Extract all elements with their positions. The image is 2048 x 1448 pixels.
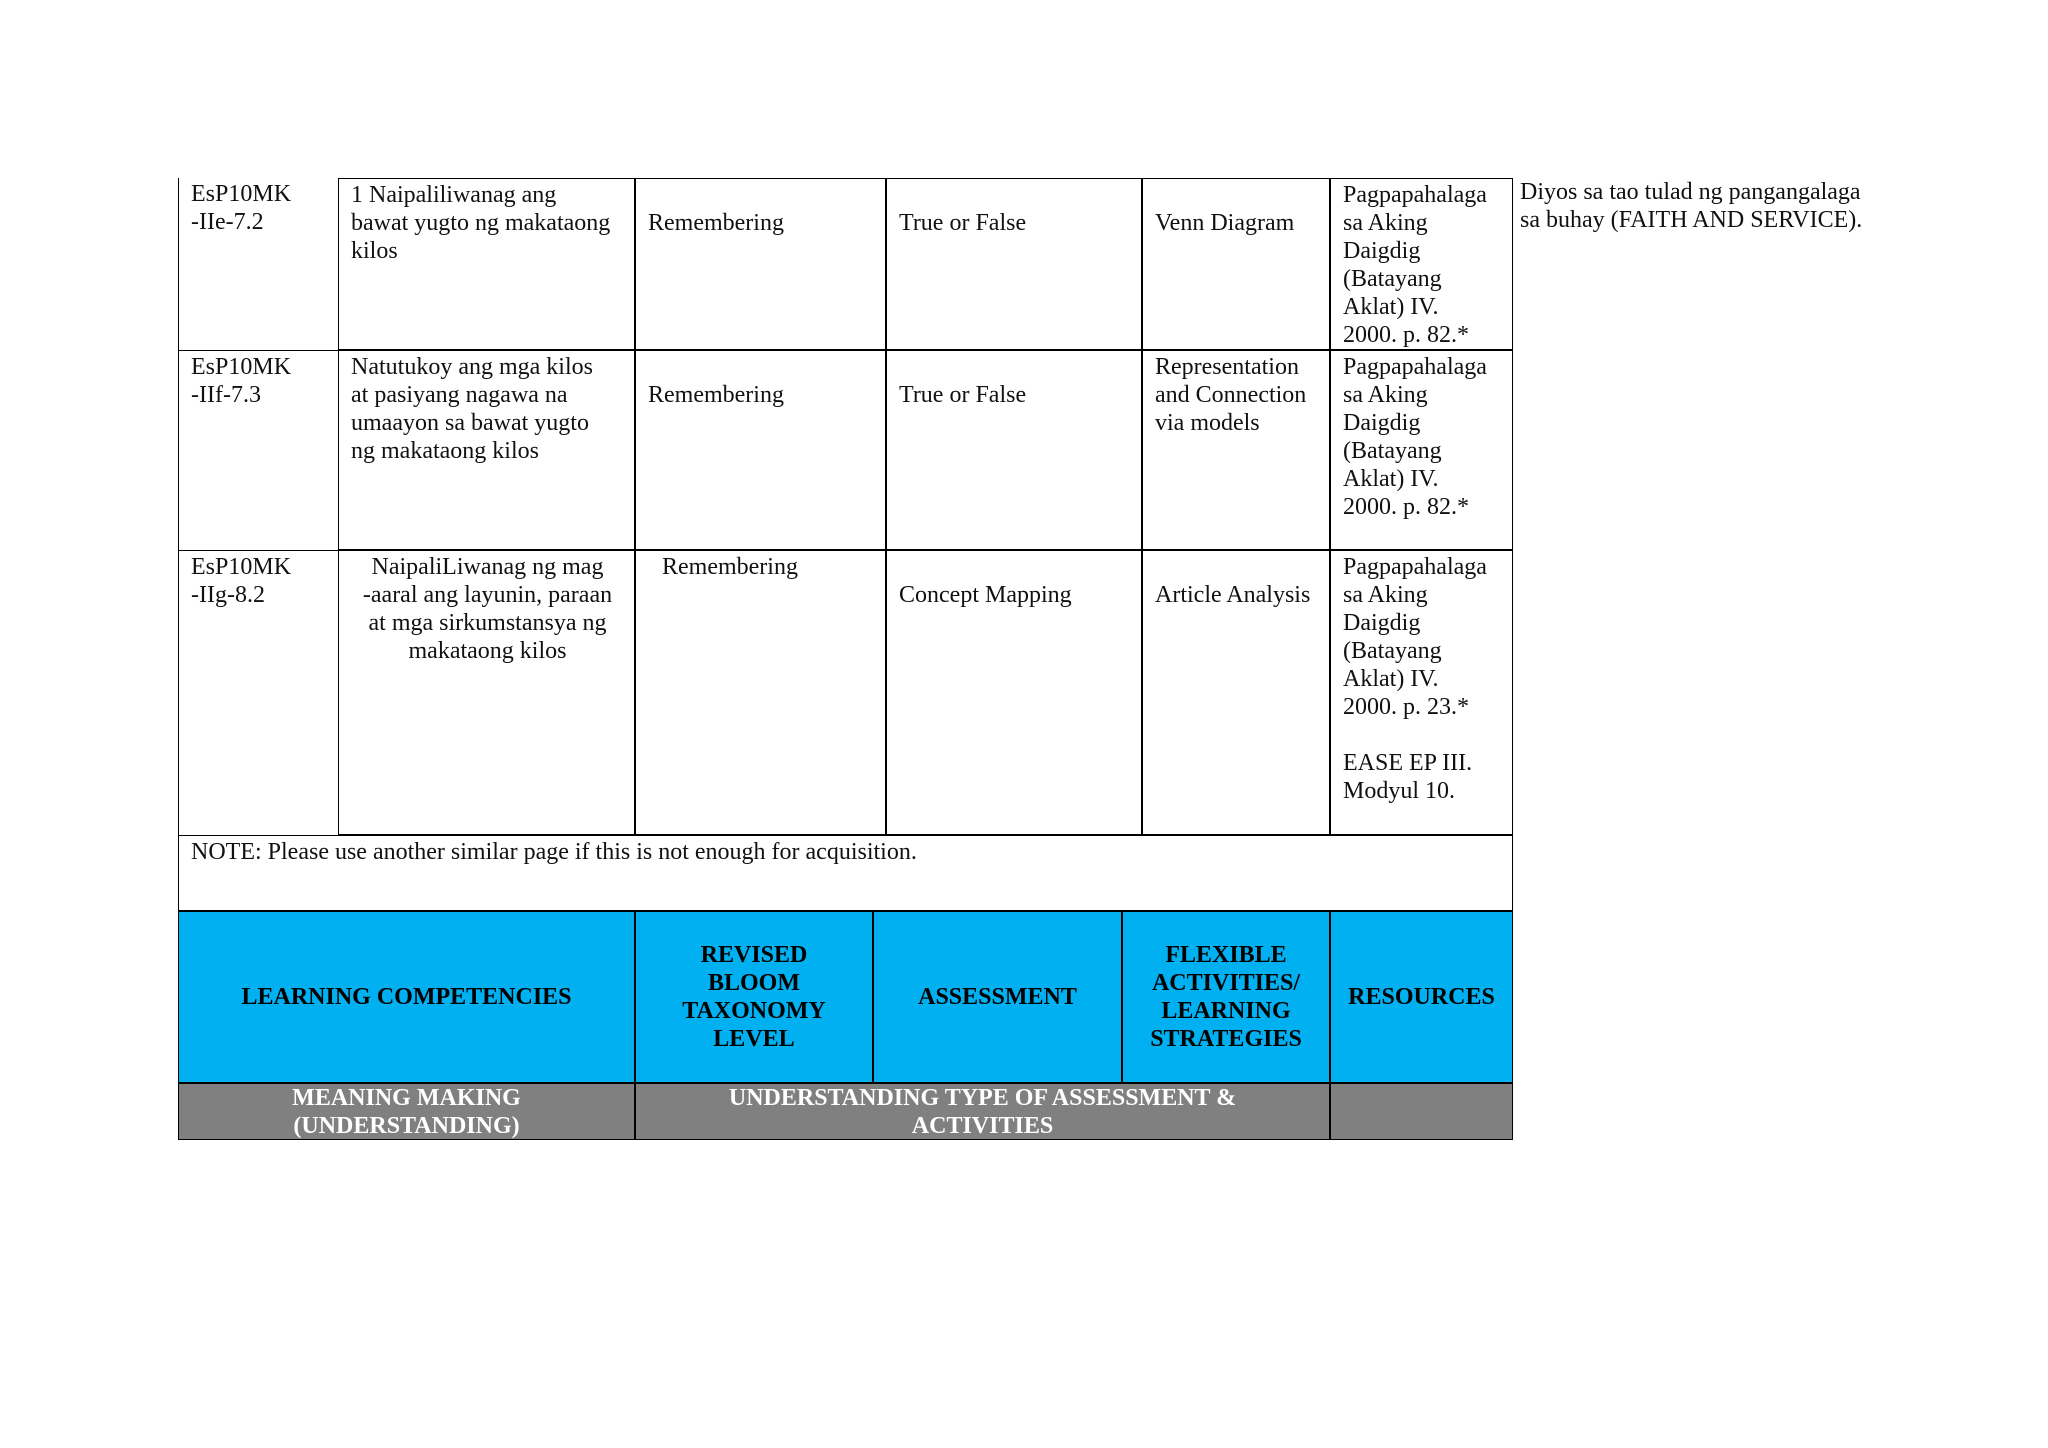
row2-resources: Pagpapahalaga sa Aking Daigdig (Batayang Aklat) IV. 2000. p. 82.* (1330, 350, 1513, 550)
header-activities: FLEXIBLE ACTIVITIES/ LEARNING STRATEGIES (1122, 911, 1330, 1083)
header-learning-competencies: LEARNING COMPETENCIES (178, 911, 635, 1083)
header-assessment: ASSESSMENT (873, 911, 1122, 1083)
row1-assessment: True or False (886, 178, 1142, 350)
row3-competency: NaipaliLiwanag ng mag -aaral ang layunin, paraan at mga sirkumstansya ng makataong kilos (338, 550, 635, 835)
row3-code: EsP10MK -IIg-8.2 (178, 550, 338, 835)
subheader-blank (1330, 1083, 1513, 1140)
row3-activity: Article Analysis (1142, 550, 1330, 835)
row3-bloom: Remembering (635, 550, 886, 835)
row1-activity: Venn Diagram (1142, 178, 1330, 350)
row2-activity: Representation and Connection via models (1142, 350, 1330, 550)
header-resources: RESOURCES (1330, 911, 1513, 1083)
row3-resources: Pagpapahalaga sa Aking Daigdig (Batayang Aklat) IV. 2000. p. 23.* EASE EP III. Modyul 10. (1330, 550, 1513, 835)
side-note-text: Diyos sa tao tulad ng pangangalaga sa buhay (FAITH AND SERVICE). (1520, 179, 1863, 233)
row2-competency: Natutukoy ang mga kilos at pasiyang nagawa na umaayon sa bawat yugto ng makataong kilos (338, 350, 635, 550)
row1-bloom: Remembering (635, 178, 886, 350)
row2-code: EsP10MK -IIf-7.3 (178, 350, 338, 550)
row1-code: EsP10MK -IIe-7.2 (178, 178, 338, 350)
row1-resources: Pagpapahalaga sa Aking Daigdig (Batayang Aklat) IV. 2000. p. 82.* (1330, 178, 1513, 350)
header-bloom-level: REVISED BLOOM TAXONOMY LEVEL (635, 911, 873, 1083)
row1-competency: 1 Naipaliliwanag ang bawat yugto ng makataong kilos (338, 178, 635, 350)
subheader-understanding: UNDERSTANDING TYPE OF ASSESSMENT & ACTIVITIES (635, 1083, 1330, 1140)
row2-assessment: True or False (886, 350, 1142, 550)
note-row: NOTE: Please use another similar page if this is not enough for acquisition. (178, 835, 1513, 911)
subheader-meaning-making: MEANING MAKING (UNDERSTANDING) (178, 1083, 635, 1140)
row2-bloom: Remembering (635, 350, 886, 550)
row3-assessment: Concept Mapping (886, 550, 1142, 835)
